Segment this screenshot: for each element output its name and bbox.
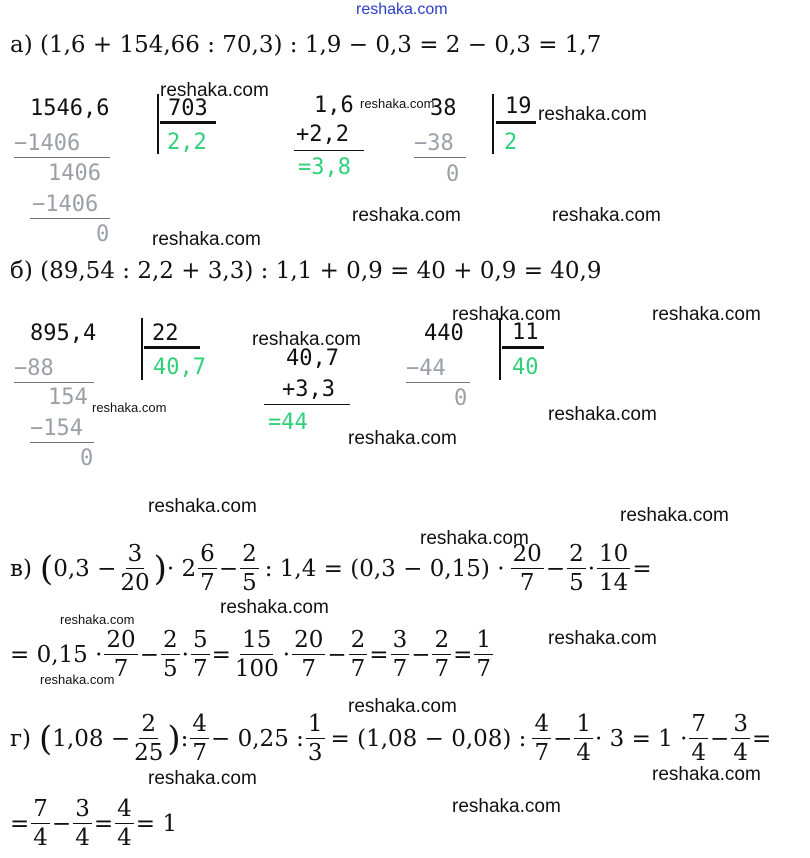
v-l2-frac9 — [474, 626, 493, 683]
v-l2-frac4 — [233, 626, 281, 683]
b-add-line — [264, 404, 350, 405]
b-div1-dividend: 895,4 — [30, 321, 97, 346]
a-div2-dividend: 38 — [430, 96, 457, 121]
v-l1-t5: − — [545, 555, 566, 582]
g-l1-t3: − 0,25 : — [211, 725, 304, 752]
watermark: reshaka.com — [152, 229, 261, 250]
equation-g-line2 — [10, 795, 177, 852]
watermark: reshaka.com — [252, 329, 361, 350]
v-l1-t7: = — [632, 555, 652, 582]
denominator: 7 — [392, 656, 408, 682]
numerator: 2 — [242, 541, 257, 567]
a-div1-quotient: 2,2 — [167, 130, 207, 155]
g-l2-frac2 — [73, 795, 92, 852]
watermark: reshaka.com — [148, 496, 257, 517]
v-l2-t7: = — [369, 641, 389, 668]
denominator: 7 — [192, 740, 208, 766]
paren-open: ( — [39, 548, 54, 589]
b-div2-bar — [499, 318, 501, 380]
v-l2-t8: − — [411, 641, 431, 668]
g-l2-t4: = 1 — [135, 810, 177, 837]
v-l2-frac2 — [161, 626, 180, 683]
denominator: 4 — [33, 825, 48, 851]
site-watermark-top[interactable]: reshaka.com — [356, 1, 448, 18]
g-l1-frac3 — [306, 710, 325, 767]
b-add-result: =44 — [268, 410, 308, 435]
denominator: 20 — [120, 570, 150, 596]
numerator: 2 — [350, 627, 366, 653]
denominator: 14 — [599, 570, 629, 596]
watermark: reshaka.com — [60, 612, 135, 627]
g-label: г) — [10, 725, 32, 752]
b-div1-line1 — [14, 382, 94, 383]
watermark: reshaka.com — [348, 428, 457, 449]
g-l1-frac2 — [190, 710, 209, 767]
numerator: 3 — [392, 627, 408, 653]
numerator: 1 — [476, 627, 492, 653]
denominator: 4 — [733, 740, 748, 766]
v-l2-t1: = 0,15 · — [10, 641, 103, 668]
v-l1-frac1 — [118, 540, 151, 597]
a-div1-line2 — [30, 218, 110, 219]
b-div2-divisor-line — [502, 346, 544, 349]
watermark: reshaka.com — [148, 768, 257, 789]
b-div1-quotient: 40,7 — [153, 355, 206, 380]
paren-open: ( — [39, 718, 53, 759]
numerator: 4 — [534, 711, 550, 737]
a-add-a: 1,6 — [314, 93, 354, 118]
numerator: 3 — [75, 796, 90, 822]
b-div1-rem2: 0 — [80, 446, 94, 471]
numerator: 4 — [117, 796, 132, 822]
g-l1-t5: − — [553, 725, 573, 752]
v-l2-t4: = — [211, 641, 231, 668]
denominator: 7 — [434, 656, 450, 682]
g-l2-t3: = — [93, 810, 114, 837]
numerator: 2 — [141, 711, 157, 737]
denominator: 4 — [576, 740, 591, 766]
denominator: 5 — [162, 656, 178, 682]
v-l1-t3: − — [218, 555, 239, 582]
watermark: reshaka.com — [220, 597, 329, 618]
watermark: reshaka.com — [538, 104, 647, 125]
a-add-result: =3,8 — [298, 155, 351, 180]
a-div1-line1 — [14, 157, 110, 158]
g-l1-t8: = — [751, 725, 772, 752]
watermark: reshaka.com — [352, 205, 461, 226]
denominator: 4 — [75, 825, 90, 851]
v-l1-frac2 — [198, 540, 217, 597]
numerator: 4 — [192, 711, 208, 737]
b-div2-line1 — [406, 382, 470, 383]
denominator: 7 — [200, 570, 215, 596]
v-l1-t1: 0,3 − — [53, 555, 117, 582]
numerator: 7 — [33, 796, 48, 822]
v-l2-frac8 — [432, 626, 451, 683]
a-div1-sub2: −1406 — [32, 192, 99, 217]
denominator: 5 — [569, 570, 584, 596]
b-add-b: +3,3 — [282, 377, 335, 402]
a-div1-rem1: 1406 — [48, 161, 101, 186]
a-div2-divisor-line — [496, 121, 536, 124]
a-div2-sub1: −38 — [414, 131, 454, 156]
g-l2-t1: = — [10, 810, 30, 837]
numerator: 2 — [162, 627, 178, 653]
watermark: reshaka.com — [652, 764, 761, 785]
g-l1-frac6 — [689, 710, 708, 767]
equation-v-line1 — [10, 540, 652, 597]
b-div2-divisor: 11 — [512, 320, 539, 345]
g-l1-frac7 — [731, 710, 750, 767]
v-l2-t5: · — [282, 641, 291, 668]
denominator: 4 — [117, 825, 132, 851]
denominator: 7 — [192, 656, 208, 682]
numerator: 10 — [599, 541, 629, 567]
watermark: reshaka.com — [548, 404, 657, 425]
v-l1-t2: · 2 — [166, 555, 197, 582]
numerator: 6 — [200, 541, 215, 567]
watermark: reshaka.com — [92, 400, 167, 415]
numerator: 20 — [294, 627, 324, 653]
a-div1-sub1: −1406 — [14, 131, 81, 156]
denominator: 5 — [242, 570, 257, 596]
g-l1-t1: 1,08 − — [52, 725, 131, 752]
a-div1-bar — [157, 94, 159, 154]
paren-close: ) — [153, 548, 167, 589]
numerator: 2 — [569, 541, 584, 567]
b-add-a: 40,7 — [286, 346, 339, 371]
numerator: 20 — [512, 541, 542, 567]
watermark: reshaka.com — [548, 628, 657, 649]
numerator: 20 — [106, 627, 136, 653]
equation-b: б) (89,54 : 2,2 + 3,3) : 1,1 + 0,9 = 40 + 0,9 = 40,9 — [10, 258, 602, 284]
watermark: reshaka.com — [652, 304, 761, 325]
numerator: 1 — [307, 711, 323, 737]
v-l2-t2: − — [139, 641, 159, 668]
a-div1-dividend: 1546,6 — [30, 96, 110, 121]
a-div2-bar — [492, 94, 494, 154]
a-div1-rem2: 0 — [96, 222, 110, 247]
paren-close: ) — [167, 718, 181, 759]
v-l2-frac7 — [391, 626, 410, 683]
v-l1-frac6 — [597, 540, 630, 597]
b-div2-quotient: 40 — [512, 355, 539, 380]
b-div1-divisor-line — [144, 346, 200, 349]
denominator: 100 — [234, 656, 279, 682]
numerator: 3 — [733, 711, 748, 737]
a-div2-rem1: 0 — [446, 162, 460, 187]
denominator: 7 — [476, 656, 492, 682]
watermark: reshaka.com — [452, 304, 561, 325]
watermark: reshaka.com — [620, 505, 729, 526]
b-div1-bar — [141, 318, 143, 380]
g-l1-frac5 — [574, 710, 593, 767]
v-l1-frac5 — [567, 540, 586, 597]
watermark: reshaka.com — [552, 205, 661, 226]
v-l2-t6: − — [327, 641, 347, 668]
watermark: reshaka.com — [420, 528, 529, 549]
v-l1-t4: : 1,4 = (0,3 − 0,15) · — [264, 555, 505, 582]
g-l2-frac1 — [31, 795, 50, 852]
numerator: 2 — [434, 627, 450, 653]
a-div2-line1 — [414, 157, 466, 158]
g-l1-t2: : — [180, 725, 189, 752]
a-div1-divisor-line — [160, 121, 216, 124]
b-div1-divisor: 22 — [152, 321, 179, 346]
watermark: reshaka.com — [160, 80, 269, 101]
v-label: в) — [10, 555, 32, 582]
denominator: 7 — [113, 656, 129, 682]
a-add-line — [294, 150, 364, 151]
v-l1-t6: · — [587, 555, 596, 582]
v-l1-frac3 — [240, 540, 259, 597]
v-l2-frac6 — [349, 626, 368, 683]
g-l2-frac3 — [115, 795, 134, 852]
numerator: 3 — [127, 541, 143, 567]
denominator: 4 — [691, 740, 707, 766]
g-l2-t2: − — [51, 810, 72, 837]
a-div1-divisor: 703 — [168, 96, 208, 121]
numerator: 5 — [192, 627, 208, 653]
denominator: 7 — [534, 740, 550, 766]
numerator: 15 — [242, 627, 272, 653]
a-div2-divisor: 19 — [505, 94, 532, 119]
equation-a: а) (1,6 + 154,66 : 70,3) : 1,9 − 0,3 = 2 − 0,3 = 1,7 — [10, 32, 602, 58]
a-add-b: +2,2 — [296, 122, 349, 147]
denominator: 7 — [350, 656, 366, 682]
denominator: 7 — [301, 656, 317, 682]
v-l2-t9: = — [453, 641, 473, 668]
g-l1-t6: · 3 = 1 · — [595, 725, 688, 752]
equation-g-line1 — [10, 710, 771, 767]
a-div2-quotient: 2 — [504, 130, 518, 155]
b-div2-rem1: 0 — [454, 386, 468, 411]
watermark: reshaka.com — [452, 796, 561, 817]
numerator: 1 — [576, 711, 591, 737]
g-l1-t7: − — [710, 725, 730, 752]
b-div1-sub2: −154 — [30, 416, 83, 441]
b-div1-sub1: −88 — [14, 356, 54, 381]
watermark: reshaka.com — [40, 672, 115, 687]
denominator: 25 — [134, 740, 164, 766]
g-l1-frac1 — [132, 710, 165, 767]
b-div1-rem1: 154 — [48, 385, 88, 410]
g-l1-frac4 — [532, 710, 551, 767]
denominator: 3 — [307, 740, 323, 766]
b-div1-line2 — [30, 442, 94, 443]
watermark: reshaka.com — [348, 696, 457, 717]
numerator: 7 — [691, 711, 707, 737]
g-l1-t4: = (1,08 − 0,08) : — [330, 725, 527, 752]
v-l2-frac5 — [292, 626, 325, 683]
b-div2-sub1: −44 — [406, 356, 446, 381]
watermark: reshaka.com — [360, 96, 435, 111]
v-l2-t3: · — [181, 641, 189, 668]
denominator: 7 — [519, 570, 535, 596]
v-l2-frac3 — [191, 626, 210, 683]
b-div2-dividend: 440 — [424, 321, 464, 346]
